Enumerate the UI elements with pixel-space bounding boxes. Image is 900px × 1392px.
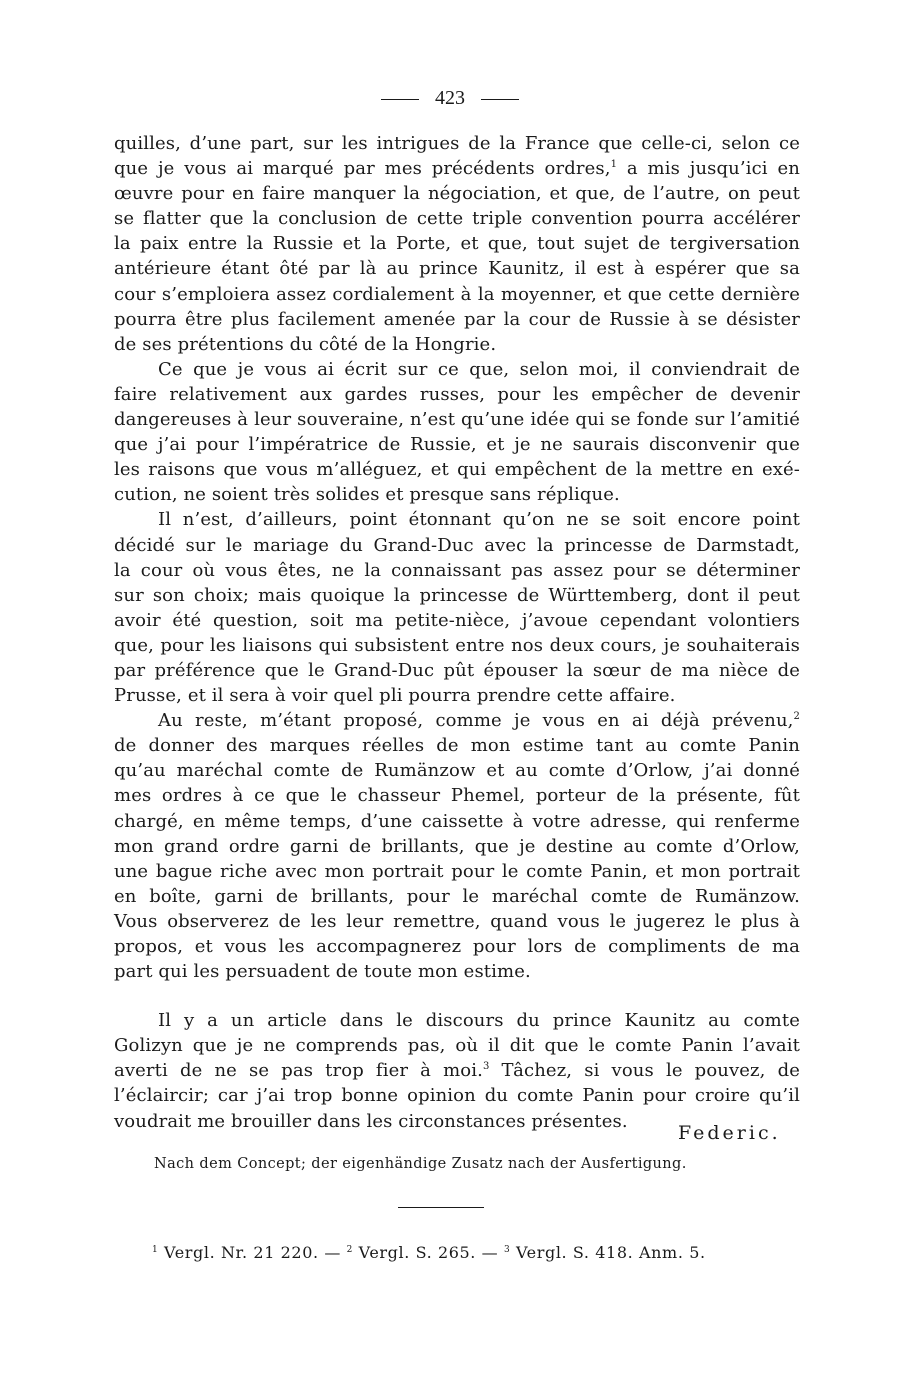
text-line <box>114 608 800 633</box>
footnote-number: 1 <box>152 1245 159 1255</box>
text-line <box>114 859 800 884</box>
text-line <box>114 809 800 834</box>
text-line-content: œuvre pour en faire manquer la négociation, et que, de l’autre, on peut <box>114 183 800 205</box>
text-line-content: la paix entre la Russie et la Porte, et que, tout sujet de tergiversation <box>114 233 800 255</box>
text-line-content: que, pour les liaisons qui subsistent entre nos deux cours, je souhaiterais <box>114 634 800 656</box>
text-line <box>114 457 800 482</box>
text-line-content: sur son choix; mais quoique la princesse de Württemberg, dont il peut <box>114 584 800 606</box>
text-line <box>114 307 800 332</box>
text-line <box>114 131 800 156</box>
text-line <box>114 357 800 382</box>
text-line <box>114 156 800 181</box>
text-line-content: pourra être plus facilement amenée par la cour de Russie à se désister <box>114 308 800 330</box>
text-line <box>114 708 800 733</box>
text-line-tail: Tâchez, si vous le pouvez, de <box>489 1060 801 1082</box>
text-line <box>114 1033 800 1058</box>
text-line <box>114 332 800 357</box>
text-line-content: faire relativement aux gardes russes, pour les empêcher de devenir <box>114 383 800 405</box>
text-line <box>114 1058 800 1083</box>
text-line <box>114 934 800 959</box>
text-line-content: les raisons que vous m’alléguez, et qui empêchent de la mettre en exé- <box>114 459 800 481</box>
text-line-content: se flatter que la conclusion de cette triple convention pourra accélérer <box>114 208 800 230</box>
text-line-content: la cour où vous êtes, ne la connaissant pas assez pour se déterminer <box>114 559 800 581</box>
text-line <box>114 884 800 909</box>
text-line-content: que je vous ai marqué par mes précédents ordres, <box>114 158 611 180</box>
footnote-number: 2 <box>346 1245 353 1255</box>
text-line-content: Ce que je vous ai écrit sur ce que, selon moi, il conviendrait de <box>158 358 800 380</box>
footnotes <box>152 1243 706 1262</box>
text-line <box>114 282 800 307</box>
text-line <box>114 783 800 808</box>
text-line-content: cour s’emploiera assez cordialement à la moyenner, et que cette dernière <box>114 283 800 305</box>
footnote-marker: 2 <box>793 711 800 723</box>
text-line <box>114 583 800 608</box>
footnote-text: Vergl. Nr. 21 220. — <box>158 1243 347 1262</box>
text-line-content: décidé sur le mariage du Grand-Duc avec la princesse de Darmstadt, <box>114 534 800 556</box>
footnote-marker: 3 <box>482 1061 490 1073</box>
text-line <box>114 382 800 407</box>
footnote-marker: 1 <box>610 159 618 171</box>
page-number-rule-right <box>481 99 519 100</box>
text-line-content: une bague riche avec mon portrait pour le comte Panin, et mon portrait <box>114 860 800 882</box>
text-line <box>114 482 800 507</box>
text-line <box>114 658 800 683</box>
text-line <box>114 507 800 532</box>
text-line <box>114 231 800 256</box>
page-number <box>0 84 900 112</box>
text-line <box>114 533 800 558</box>
footnote-separator <box>398 1207 484 1208</box>
text-line <box>114 733 800 758</box>
footnote-text: Vergl. S. 418. Anm. 5. <box>510 1243 706 1262</box>
text-line <box>114 1008 800 1033</box>
footnote-text: Vergl. S. 265. — <box>352 1243 504 1262</box>
text-line-content: averti de ne se pas trop fier à moi. <box>114 1060 483 1082</box>
text-line-content: part qui les persuadent de toute mon estime. <box>114 961 531 983</box>
text-line-content: mes ordres à ce que le chasseur Phemel, porteur de la présente, fût <box>114 785 800 807</box>
text-line <box>114 181 800 206</box>
text-line-content: l’éclaircir; car j’ai trop bonne opinion du comte Panin pour croire qu’il <box>114 1085 800 1107</box>
page-number-text: 423 <box>435 87 465 109</box>
text-line <box>114 959 800 984</box>
text-line-content: propos, et vous les accompagnerez pour lors de compliments de ma <box>114 936 800 957</box>
text-line-content: qu’au maréchal comte de Rumänzow et au comte d’Orlow, j’ai donné <box>114 760 800 782</box>
text-line <box>114 206 800 231</box>
footnote-number: 3 <box>503 1245 511 1255</box>
text-line <box>114 633 800 658</box>
text-line <box>114 558 800 583</box>
source-note: Nach dem Concept; der eigenhändige Zusatz nach der Ausfertigung. <box>154 1156 687 1172</box>
text-line-content: Il n’est, d’ailleurs, point étonnant qu’on ne se soit encore point <box>158 509 800 531</box>
paragraph-gap <box>114 984 800 1008</box>
text-line-content: en boîte, garni de brillants, pour le maréchal comte de Rumänzow. <box>114 885 800 907</box>
text-line-content: cution, ne soient très solides et presque sans réplique. <box>114 484 620 506</box>
text-line-content: Il y a un article dans le discours du prince Kaunitz au comte <box>158 1010 800 1032</box>
text-line-content: Prusse, et il sera à voir quel pli pourra prendre cette affaire. <box>114 685 676 707</box>
text-line-content: quilles, d’une part, sur les intrigues de la France que celle-ci, selon ce <box>114 133 800 154</box>
text-line <box>114 407 800 432</box>
text-line-content: Vous observerez de les leur remettre, quand vous le jugerez le plus à <box>114 910 800 932</box>
text-line-content: antérieure étant ôté par là au prince Kaunitz, il est à espérer que sa <box>114 258 800 280</box>
text-line-content: par préférence que le Grand-Duc pût épouser la sœur de ma nièce de <box>114 659 800 681</box>
text-line <box>114 683 800 708</box>
text-line <box>114 758 800 783</box>
text-line <box>114 432 800 457</box>
text-line <box>114 909 800 934</box>
signature: Federic. <box>678 1122 781 1144</box>
text-line-content: de donner des marques réelles de mon estime tant au comte Panin <box>114 735 800 757</box>
text-line-content: voudrait me brouiller dans les circonstances présentes. <box>114 1110 628 1132</box>
letter-body <box>114 131 800 1134</box>
text-line <box>114 834 800 859</box>
text-line-content: avoir été question, soit ma petite-nièce, j’avoue cependant volontiers <box>114 609 800 631</box>
text-line-content: Au reste, m’étant proposé, comme je vous en ai déjà prévenu, <box>158 710 794 732</box>
text-line <box>114 1083 800 1108</box>
text-line-content: dangereuses à leur souveraine, n’est qu’une idée qui se fonde sur l’amitié <box>114 409 800 431</box>
text-line-content: chargé, en même temps, d’une caissette à votre adresse, qui renferme <box>114 810 800 832</box>
text-line-tail: a mis jusqu’ici en <box>617 158 800 180</box>
text-line-content: Golizyn que je ne comprends pas, où il dit que le comte Panin l’avait <box>114 1035 800 1057</box>
page-number-rule-left <box>381 99 419 100</box>
text-line-content: de ses prétentions du côté de la Hongrie. <box>114 333 497 355</box>
text-line <box>114 256 800 281</box>
text-line-content: mon grand ordre garni de brillants, que je destine au comte d’Orlow, <box>114 835 800 857</box>
text-line-content: que j’ai pour l’impératrice de Russie, et je ne saurais disconvenir que <box>114 434 800 456</box>
